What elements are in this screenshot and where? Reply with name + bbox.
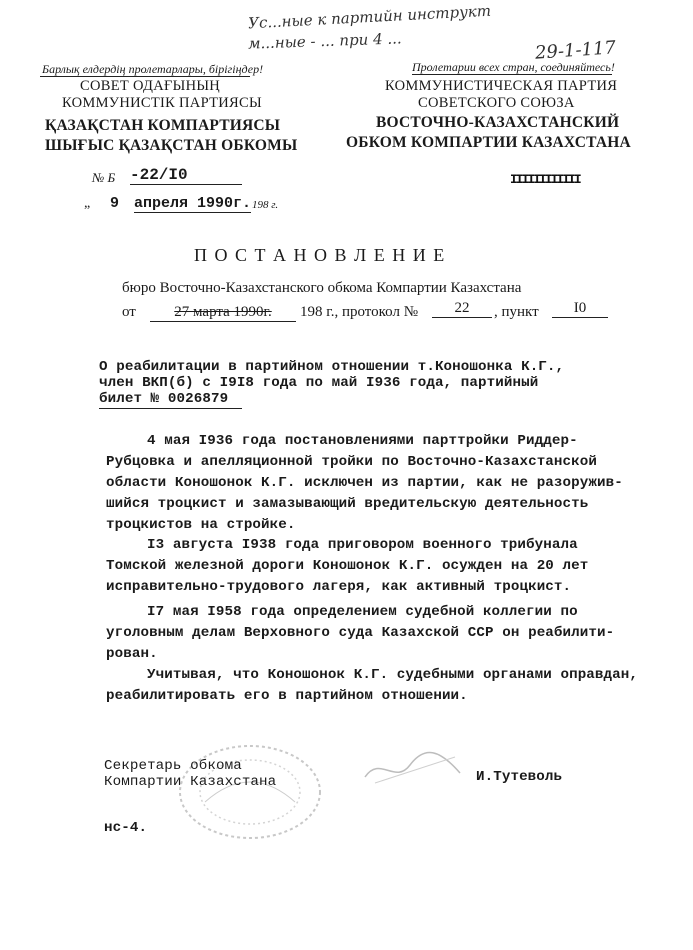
body-p2-line2: Томской железной дороги Коношонок К.Г. осужден на 20 лет bbox=[106, 558, 589, 574]
body-p1-line3: области Коношонок К.Г. исключен из партии, как не разоружив- bbox=[106, 475, 623, 491]
from-label: от bbox=[122, 304, 136, 320]
header-right-line2: СОВЕТСКОГО СОЮЗА bbox=[418, 95, 575, 111]
item-label: , пункт bbox=[494, 304, 539, 320]
body-p2-line3: исправительно-трудового лагеря, как активный троцкист. bbox=[106, 579, 572, 595]
handwritten-note-line2: м...ные - ... при 4 ... bbox=[247, 29, 402, 53]
doc-date-suffix: 198 г. bbox=[252, 199, 279, 211]
signer-role-line2: Компартии Казахстана bbox=[104, 774, 277, 790]
body-p2-line1: I3 августа I938 года приговором военного трибунала bbox=[147, 537, 578, 553]
slogan-kz: Барлық елдердің пролетарлары, бірігіңдер! bbox=[42, 62, 264, 76]
header-left-line1: СОВЕТ ОДАҒЫНЫҢ bbox=[80, 78, 221, 94]
signer-role-line1: Секретарь обкома bbox=[104, 758, 242, 774]
protocol-number: 22 bbox=[432, 300, 492, 318]
doc-date-prefix: „ bbox=[84, 196, 91, 211]
doc-date-day: 9 bbox=[110, 195, 120, 212]
header-right-rule bbox=[412, 74, 612, 75]
subject-line3: билет № 0026879 bbox=[99, 391, 229, 407]
signature-scribble bbox=[360, 745, 470, 790]
subject-line1: О реабилитации в партийном отношении т.Коношонка К.Г., bbox=[99, 359, 565, 375]
header-left-line2: КОММУНИСТІК ПАРТИЯСЫ bbox=[62, 95, 262, 111]
from-date: 27 марта 1990г. bbox=[150, 304, 296, 322]
resolution-heading: П О С Т А Н О В Л Е Н И Е bbox=[194, 245, 446, 265]
header-left-rule bbox=[40, 76, 250, 77]
protocol-label: 198 г., протокол № bbox=[300, 304, 419, 320]
body-p3-line3: рован. bbox=[106, 646, 158, 662]
document-reference: нс-4. bbox=[104, 820, 148, 836]
handwritten-archive-ref: 29-1-117 bbox=[534, 37, 617, 64]
body-p1-line1: 4 мая I936 года постановлениями парттройки Риддер- bbox=[147, 433, 578, 449]
slogan-ru: Пролетарии всех стран, соединяйтесь! bbox=[412, 60, 615, 74]
resolution-subheading: бюро Восточно-Казахстанского обкома Компартии Казахстана bbox=[122, 280, 522, 296]
header-left-line4: ШЫҒЫС ҚАЗАҚСТАН ОБКОМЫ bbox=[45, 137, 298, 154]
header-left-line3: ҚАЗАҚСТАН КОМПАРТИЯСЫ bbox=[45, 117, 281, 134]
doc-number-value: -22/I0 bbox=[130, 166, 242, 185]
stamp-mark: IIIIIIIIIIII bbox=[510, 172, 580, 187]
body-p3-line2: уголовным делам Верховного суда Казахской ССР он реабилити- bbox=[106, 625, 615, 641]
body-p1-line2: Рубцовка и апелляционной тройки по Восточно-Казахстанской bbox=[106, 454, 597, 470]
header-right-line3: ВОСТОЧНО-КАЗАХСТАНСКИЙ bbox=[376, 114, 620, 131]
body-p1-line4: шийся троцкист и замазывающий вредительскую деятельность bbox=[106, 496, 589, 512]
header-right-line1: КОММУНИСТИЧЕСКАЯ ПАРТИЯ bbox=[385, 78, 618, 94]
body-p3-line1: I7 мая I958 года определением судебной коллегии по bbox=[147, 604, 578, 620]
round-seal-stamp bbox=[175, 742, 325, 842]
body-p1-line5: троцкистов на стройке. bbox=[106, 517, 296, 533]
handwritten-note-line1: Ус...ные к партийн инструкт bbox=[247, 1, 492, 33]
item-number: I0 bbox=[552, 300, 608, 318]
subject-underline bbox=[99, 408, 242, 409]
header-right-line4: ОБКОМ КОМПАРТИИ КАЗАХСТАНА bbox=[346, 134, 631, 151]
doc-date-month-year: апреля 1990г. bbox=[134, 195, 252, 212]
doc-number-prefix: № Б bbox=[92, 170, 116, 185]
subject-line2: член ВКП(б) с I9I8 года по май I936 года, партийный bbox=[99, 375, 539, 391]
body-p4-line2: реабилитировать его в партийном отношении. bbox=[106, 688, 468, 704]
signer-name: И.Тутеволь bbox=[476, 769, 563, 785]
body-p4-line1: Учитывая, что Коношонок К.Г. судебными органами оправдан, bbox=[147, 667, 638, 683]
